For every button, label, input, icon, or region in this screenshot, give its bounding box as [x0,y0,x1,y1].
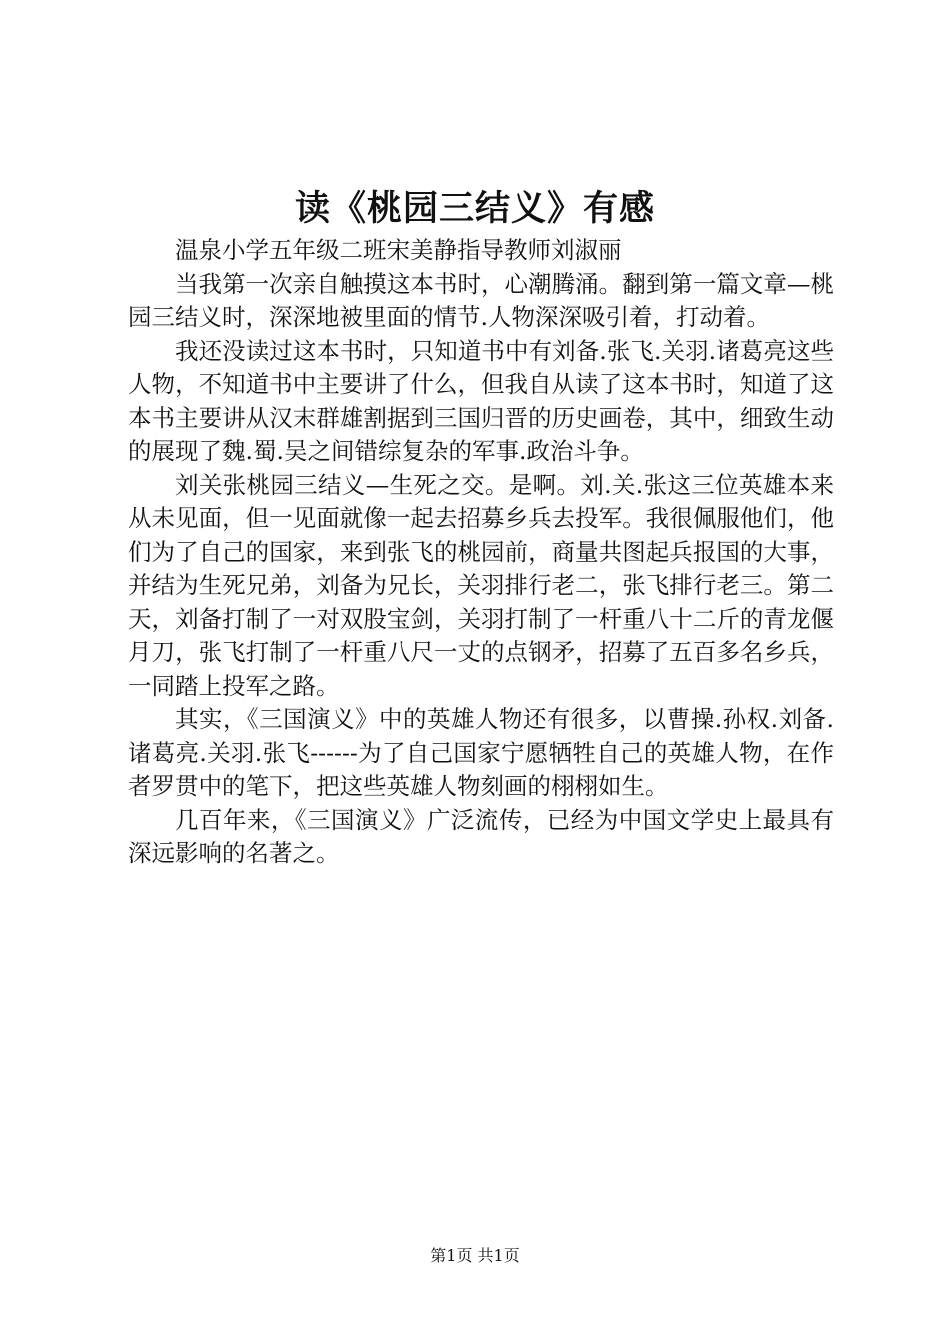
document-body [128,234,834,871]
body-paragraph: 我还没读过这本书时，只知道书中有刘备.张飞.关羽.诸葛亮这些人物，不知道书中主要讲了什么，但我自从读了这本书时，知道了这本书主要讲从汉末群雄割据到三国归晋的历史画卷，其中，细致生动的展现了魏.蜀.吴之间错综复杂的军事.政治斗争。 [128,336,834,465]
body-paragraph: 刘关张桃园三结义—生死之交。是啊。刘.关.张这三位英雄本来从未见面，但一见面就像一起去招募乡兵去投军。我很佩服他们，他们为了自己的国家，来到张飞的桃园前，商量共图起兵报国的大事，并结为生死兄弟，刘备为兄长，关羽排行老二，张飞排行老三。第二天，刘备打制了一对双股宝剑，关羽打制了一杆重八十二斤的青龙偃月刀，张飞打制了一杆重八尺一丈的点钢矛，招募了五百多名乡兵，一同踏上投军之路。 [128,470,834,700]
page-number-indicator: 第1页 共1页 [430,1246,520,1265]
page-footer [0,1244,950,1268]
body-paragraph: 其实，《三国演义》中的英雄人物还有很多，以曹操.孙权.刘备.诸葛亮.关羽.张飞------为了自己国家宁愿牺牲自己的英雄人物，在作者罗贯中的笔下，把这些英雄人物刻画的栩栩如生。 [128,705,834,800]
author-line: 温泉小学五年级二班宋美静指导教师刘淑丽 [175,236,622,264]
body-paragraph: 当我第一次亲自触摸这本书时，心潮腾涌。翻到第一篇文章—桃园三结义时，深深地被里面的情节.人物深深吸引着，打动着。 [128,269,834,331]
body-paragraph: 几百年来，《三国演义》广泛流传，已经为中国文学史上最具有深远影响的名著之。 [128,805,834,867]
document-title: 读《桃园三结义》有感 [294,188,655,229]
